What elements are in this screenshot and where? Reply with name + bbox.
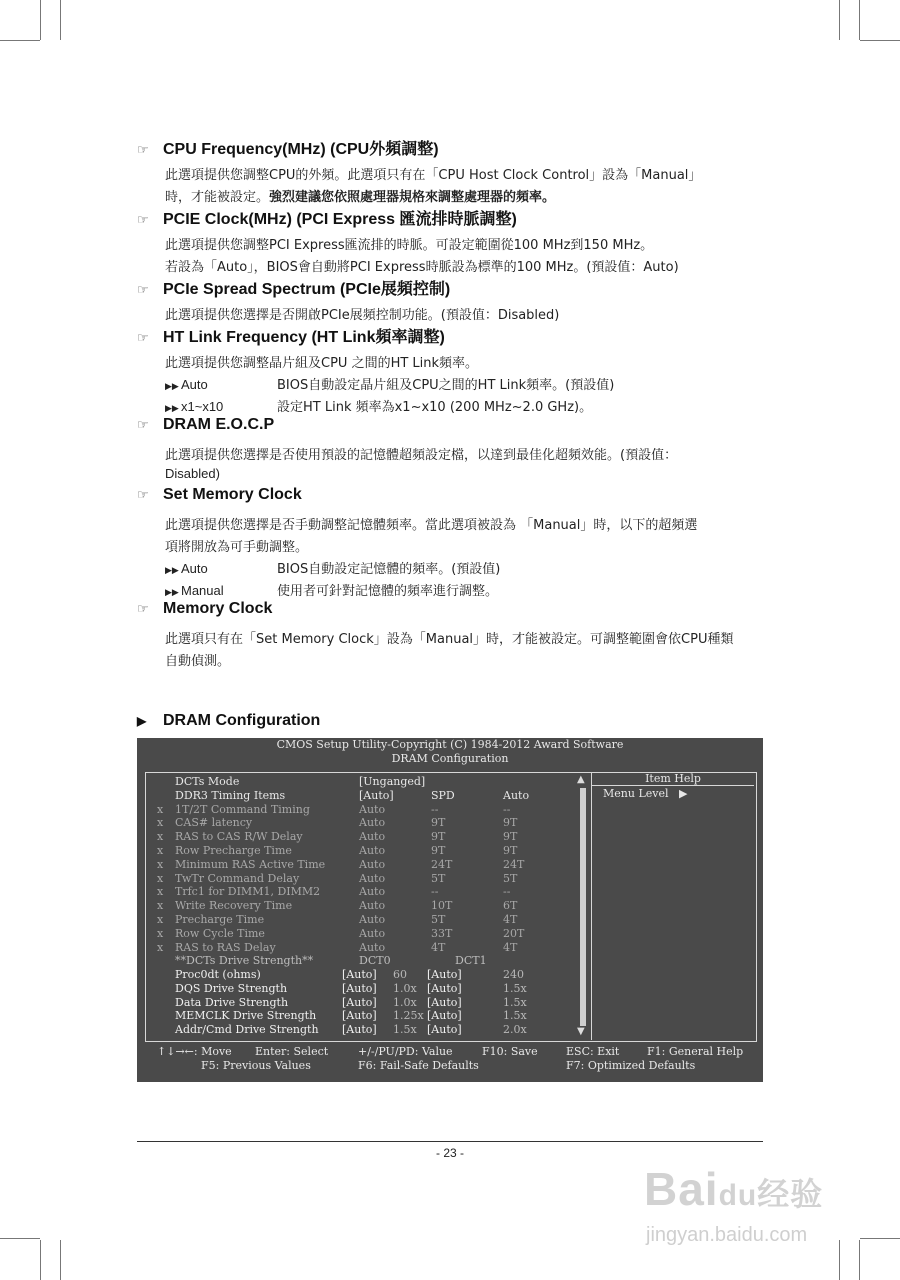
auto-value: 9T: [503, 816, 518, 830]
setting-label: Trfc1 for DIMM1, DIMM2: [175, 885, 321, 899]
setting-label: Row Cycle Time: [175, 926, 265, 940]
setting-label: Row Precharge Time: [175, 844, 292, 857]
dct1-value: 1.5x: [503, 1009, 527, 1023]
watermark-logo: Baidu经验: [644, 1163, 824, 1215]
auto-value: 4T: [503, 913, 518, 926]
pointer-icon: ☞: [137, 417, 149, 432]
auto-value: 5T: [503, 871, 518, 885]
disabled-marker: x: [157, 844, 164, 857]
auto-value: 9T: [503, 844, 518, 857]
disabled-marker: x: [157, 885, 164, 899]
option-row: ▶▶ Manual 使用者可針對記憶體的頻率進行調整。: [165, 583, 499, 599]
crop-mark: [839, 0, 840, 40]
section-text: 此選項提供您調整CPU的外頻。此選項只有在「CPU Host Clock Control」設為「Manual」: [165, 168, 702, 183]
bios-screen: CMOS Setup Utility-Copyright (C) 1984-2012 Award Software DRAM Configuration Item Help Menu Level ▶ ▲ ▼ DCTs Mode [Unganged] DDR3 Timing Items [Auto] SPD Auto x 1T/2T Command Timing Auto -- -- x CAS# latency Auto 9T 9T x RAS to CAS R/W Delay Auto 9T 9T x Row Precharge Time Auto 9T 9T x Minimum RAS Active Time Auto 24T 24T x TwTr Command Delay Auto 5T 5T x Trfc1 for DIMM1, DIMM2 Auto -- -- x Write Recovery Time Auto 10T 6T x Precharge Time Auto 5T 4T x Row Cycle Time Auto 33T 20T x RAS to RAS Delay Auto 4T 4T **DCTs Drive Strength** DCT0 DCT1 Proc0dt (ohms) [Auto] 60 [Auto] 240 DQS Drive Strength [Auto] 1.0x [Auto] 1.5x Data Drive Strength [Auto] 1.0x [Auto] 1.5x MEMCLK Drive Strength [Auto] 1.25x [Auto] 1.5x Addr/Cmd Drive Strength [Auto] 1.5x [Auto] 2.0x ↑↓→←: Move Enter: Select +/-/PU/PD: Value F10: Save ESC: Exit F1: General Help F5: Previous Values F6: Fail-Safe Defaults F7: Optimized Defaults: [137, 738, 763, 1082]
footer-help: F1: General Help: [647, 1045, 744, 1058]
bios-title-page: DRAM Configuration: [391, 752, 509, 765]
section-title: ☞ Memory Clock: [137, 600, 273, 617]
spd-value: 5T: [431, 871, 446, 885]
section-text: 此選項提供您選擇是否手動調整記憶體頻率。當此選項被設為 「Manual」時，以下的超頻選: [165, 518, 698, 533]
footer-optimized: F7: Optimized Defaults: [566, 1059, 696, 1072]
crop-mark: [859, 0, 860, 40]
baidu-watermark: [636, 1148, 866, 1268]
setting-value: Auto: [359, 871, 386, 885]
spd-value: 24T: [431, 857, 453, 871]
double-arrow-icon: ▶▶: [165, 404, 179, 414]
disabled-marker: x: [157, 871, 164, 885]
section-title: ☞ HT Link Frequency (HT Link頻率調整): [137, 329, 445, 346]
section-text: 自動偵測。: [165, 654, 231, 669]
spd-value: 4T: [431, 940, 446, 954]
auto-value: 9T: [503, 830, 518, 844]
dct1-setting: [Auto]: [427, 981, 462, 995]
double-arrow-icon: ▶▶: [165, 382, 179, 392]
footer-failsafe: F6: Fail-Safe Defaults: [358, 1059, 479, 1072]
spd-value: 9T: [431, 844, 446, 857]
pointer-icon: ☞: [137, 330, 149, 345]
dct0-setting: [Auto]: [342, 981, 377, 995]
section-text: 此選項提供您選擇是否開啟PCIe展頻控制功能。(預設值：Disabled): [165, 308, 560, 323]
dram-config-heading: ▶ DRAM Configuration: [137, 712, 321, 729]
section-text: Disabled): [165, 466, 220, 481]
crop-mark: [0, 1238, 40, 1239]
setting-label: MEMCLK Drive Strength: [175, 1009, 317, 1023]
bios-title: [137, 738, 763, 766]
crop-mark: [860, 1238, 900, 1239]
dct0-setting: [Auto]: [342, 1023, 377, 1037]
pointer-icon: ☞: [137, 282, 149, 297]
dct1-setting: [Auto]: [427, 968, 462, 981]
setting-label: RAS to CAS R/W Delay: [175, 830, 303, 844]
dct1-setting: [Auto]: [427, 1009, 462, 1023]
spd-value: 33T: [431, 926, 453, 940]
footer-value: +/-/PU/PD: Value: [358, 1045, 453, 1058]
section-text: 項將開放為可手動調整。: [165, 540, 309, 555]
footer-enter: Enter: Select: [255, 1045, 329, 1058]
section-text: 此選項提供您調整晶片組及CPU 之間的HT Link頻率。: [165, 356, 479, 371]
double-arrow-icon: ▶▶: [165, 588, 179, 598]
dct0-value: 1.25x: [393, 1009, 424, 1023]
dct1-value: 1.5x: [503, 981, 527, 995]
footer-save: F10: Save: [482, 1045, 538, 1058]
dct0-value: 1.5x: [393, 1023, 417, 1037]
dct1-value: 1.5x: [503, 995, 527, 1009]
crop-mark: [0, 40, 40, 41]
setting-value: Auto: [359, 802, 386, 816]
crop-mark: [40, 0, 41, 40]
pointer-icon: ☞: [137, 601, 149, 616]
setting-value: Auto: [359, 899, 386, 913]
scroll-down-icon[interactable]: ▼: [577, 1026, 585, 1037]
section-text: 時，才能被設定。強烈建議您依照處理器規格來調整處理器的頻率。: [165, 190, 556, 205]
dct0-value: 60: [393, 968, 407, 981]
setting-label: Write Recovery Time: [175, 899, 293, 913]
auto-value: 20T: [503, 926, 525, 940]
footer-rule: [137, 1141, 763, 1142]
double-arrow-icon: ▶▶: [165, 566, 179, 576]
spd-value: 10T: [431, 899, 453, 913]
section-title: ☞ Set Memory Clock: [137, 486, 302, 503]
scrollbar[interactable]: [580, 788, 586, 1026]
pointer-icon: ☞: [137, 212, 149, 227]
disabled-marker: x: [157, 899, 164, 913]
auto-value: 4T: [503, 940, 518, 954]
dct0-setting: [Auto]: [342, 995, 377, 1009]
setting-label: Minimum RAS Active Time: [175, 857, 326, 871]
setting-label: Precharge Time: [175, 913, 265, 926]
crop-mark: [40, 1240, 41, 1280]
dct1-value: 2.0x: [503, 1023, 527, 1037]
setting-label: CAS# latency: [175, 816, 253, 830]
section-text: 此選項提供您選擇是否使用預設的記憶體超頻設定檔，以達到最佳化超頻效能。(預設值：: [165, 448, 678, 463]
dct0-value: 1.0x: [393, 981, 417, 995]
spd-value: 9T: [431, 816, 446, 830]
watermark-url: jingyan.baidu.com: [646, 1224, 808, 1246]
auto-value: 24T: [503, 857, 525, 871]
spd-value: --: [431, 885, 439, 899]
section-title: ☞ PCIe Spread Spectrum (PCIe展頻控制): [137, 281, 451, 298]
auto-value: --: [503, 885, 511, 899]
setting-label: Proc0dt (ohms): [175, 968, 261, 981]
triangle-right-icon: ▶: [137, 714, 147, 728]
disabled-marker: x: [157, 940, 164, 954]
dct0-setting: [Auto]: [342, 1009, 377, 1023]
disabled-marker: x: [157, 857, 164, 871]
setting-value: Auto: [359, 830, 386, 844]
setting-value: Auto: [359, 913, 386, 926]
page-number: - 23 -: [435, 1146, 464, 1160]
setting-value: Auto: [359, 857, 386, 871]
setting-label: TwTr Command Delay: [175, 871, 300, 885]
footer-previous: F5: Previous Values: [201, 1059, 311, 1072]
option-row: ▶▶ Auto BIOS自動設定晶片組及CPU之間的HT Link頻率。(預設值): [165, 377, 615, 393]
setting-label: DQS Drive Strength: [175, 981, 288, 995]
menu-level: Menu Level ▶: [603, 787, 688, 800]
section-title: ☞ DRAM E.O.C.P: [137, 416, 275, 433]
setting-value: Auto: [359, 816, 386, 830]
setting-value: Auto: [359, 926, 386, 940]
auto-value: --: [503, 802, 511, 816]
dct1-value: 240: [503, 968, 524, 981]
setting-value: Auto: [359, 844, 386, 857]
disabled-marker: x: [157, 830, 164, 844]
dct1-setting: [Auto]: [427, 1023, 462, 1037]
disabled-marker: x: [157, 913, 164, 926]
disabled-marker: x: [157, 926, 164, 940]
section-title: ☞ CPU Frequency(MHz) (CPU外頻調整): [137, 141, 439, 158]
spd-value: SPD: [431, 788, 455, 802]
disabled-marker: x: [157, 816, 164, 830]
setting-label: DDR3 Timing Items: [175, 788, 286, 802]
dct0-value: 1.0x: [393, 995, 417, 1009]
setting-value: [Unganged]: [359, 775, 426, 788]
setting-value: Auto: [359, 940, 386, 954]
setting-label: Addr/Cmd Drive Strength: [175, 1023, 319, 1037]
dct0-setting: [Auto]: [342, 968, 377, 981]
spd-value: 5T: [431, 913, 446, 926]
section-text: 此選項只有在「Set Memory Clock」設為「Manual」時，才能被設定。可調整範圍會依CPU種類: [165, 632, 734, 647]
setting-label: Data Drive Strength: [175, 995, 289, 1009]
spd-value: --: [431, 802, 439, 816]
bios-title-copyright: CMOS Setup Utility-Copyright (C) 1984-2012 Award Software: [276, 738, 624, 751]
triangle-right-icon: ▶: [679, 787, 688, 800]
setting-label: DCTs Mode: [175, 775, 240, 788]
item-help-title: Item Help: [592, 772, 754, 786]
option-row: ▶▶ x1~x10 設定HT Link 頻率為x1~x10 (200 MHz~2.0 GHz)。: [165, 399, 593, 415]
auto-value: Auto: [503, 788, 530, 802]
bios-divider: [591, 772, 592, 1040]
section-text: 若設為「Auto」，BIOS會自動將PCI Express時脈設為標準的100 MHz。(預設值：Auto): [165, 260, 679, 275]
setting-label: RAS to RAS Delay: [175, 940, 276, 954]
spd-value: 9T: [431, 830, 446, 844]
crop-mark: [60, 0, 61, 40]
option-row: ▶▶ Auto BIOS自動設定記憶體的頻率。(預設值): [165, 561, 501, 577]
auto-value: 6T: [503, 899, 518, 913]
section-text: 此選項提供您調整PCI Express匯流排的時脈。可設定範圍從100 MHz到150 MHz。: [165, 238, 654, 253]
disabled-marker: x: [157, 802, 164, 816]
footer-move: ↑↓→←: Move: [157, 1045, 232, 1058]
dct1-setting: [Auto]: [427, 995, 462, 1009]
pointer-icon: ☞: [137, 142, 149, 157]
section-title: ☞ PCIE Clock(MHz) (PCI Express 匯流排時脈調整): [137, 211, 517, 228]
pointer-icon: ☞: [137, 487, 149, 502]
crop-mark: [860, 40, 900, 41]
setting-value: Auto: [359, 885, 386, 899]
scroll-up-icon[interactable]: ▲: [577, 774, 585, 785]
footer-exit: ESC: Exit: [566, 1045, 620, 1058]
setting-value: [Auto]: [359, 788, 394, 802]
setting-label: 1T/2T Command Timing: [175, 802, 310, 816]
crop-mark: [60, 1240, 61, 1280]
